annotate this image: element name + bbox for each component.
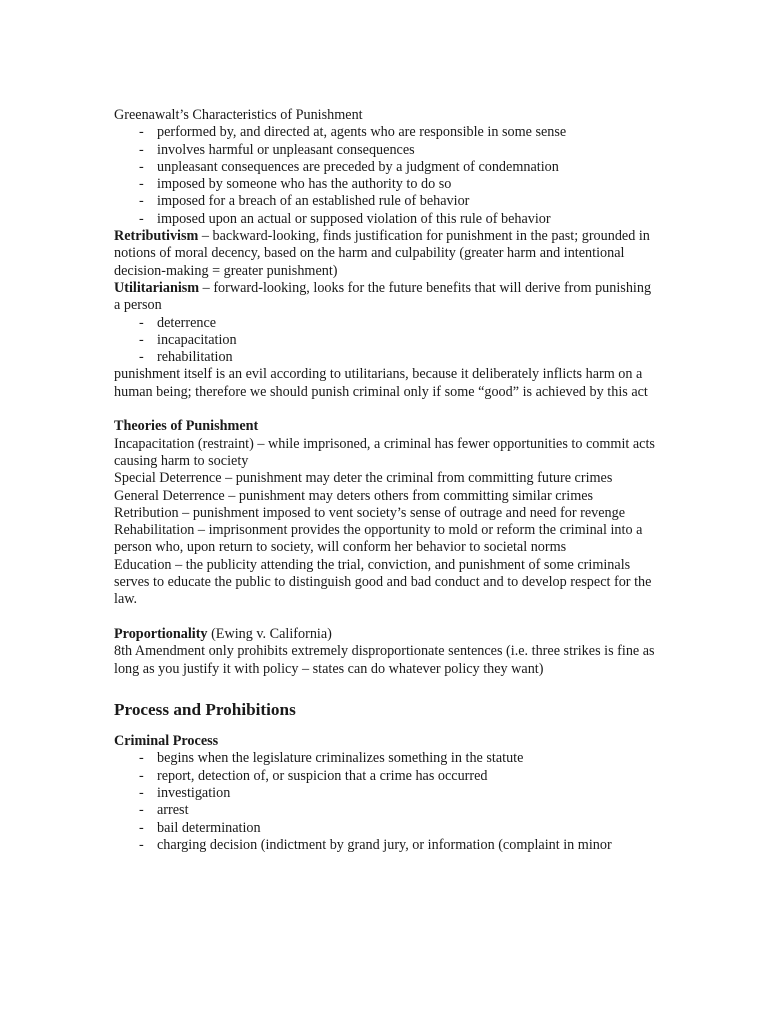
bullet-dash: - <box>139 802 144 819</box>
list-item: - imposed upon an actual or supposed violation of this rule of behavior <box>139 210 551 227</box>
proportionality-text: 8th Amendment only prohibits extremely disproportionate sentences (i.e. three strikes is fine as long as you justify it with policy – states can do whatever policy they want) <box>114 643 655 677</box>
proportionality-case: (Ewing v. California) <box>207 625 332 642</box>
list-item: - investigation <box>139 784 231 801</box>
bullet-dash: - <box>139 193 144 210</box>
theory-general-deterrence: General Deterrence – punishment may deters others from committing similar crimes <box>114 487 594 504</box>
proportionality-heading <box>114 626 659 643</box>
bullet-dash: - <box>139 836 144 853</box>
utilitarianism-text: – forward-looking, looks for the future benefits that will derive from punishing a person <box>114 279 652 314</box>
list-item: - imposed for a breach of an established rule of behavior <box>139 193 470 210</box>
section-heading: Process and Prohibitions <box>114 700 296 720</box>
retributivism-text: – backward-looking, finds justification for punishment in the past; grounded in notions of moral decency, based on the harm and culpability (greater harm and intentional decision-making = greater punishment) <box>114 228 650 279</box>
criminal-process-list <box>114 750 659 854</box>
spacer <box>114 609 659 626</box>
utilitarianism-list <box>114 315 659 367</box>
bullet-dash: - <box>139 124 144 141</box>
document-page <box>114 107 659 854</box>
utilitarianism-paragraph <box>114 280 659 315</box>
theory-rehabilitation: Rehabilitation – imprisonment provides the opportunity to mold or reform the criminal into a person who, upon return to society, will conform her behavior to societal norms <box>114 522 643 556</box>
list-item: - rehabilitation <box>139 349 233 366</box>
list-item: - report, detection of, or suspicion that a crime has occurred <box>139 767 488 784</box>
theory-education: Education – the publicity attending the trial, conviction, and punishment of some criminals serves to educate the public to distinguish good and bad conduct and to develop respect for the law. <box>114 556 652 608</box>
bullet-dash: - <box>139 314 144 331</box>
bullet-dash: - <box>139 349 144 366</box>
bullet-dash: - <box>139 767 144 784</box>
utilitarianism-term: Utilitarianism <box>114 279 200 296</box>
list-item: - involves harmful or unpleasant consequences <box>139 141 415 158</box>
bullet-dash: - <box>139 750 144 767</box>
theory-special-deterrence: Special Deterrence – punishment may deter the criminal from committing future crimes <box>114 470 613 487</box>
list-item: - bail determination <box>139 819 261 836</box>
proportionality-term: Proportionality <box>114 625 208 642</box>
list-item: - incapacitation <box>139 331 237 348</box>
criminal-process-heading: Criminal Process <box>114 733 219 750</box>
greenawalt-list <box>114 124 659 228</box>
bullet-dash: - <box>139 141 144 158</box>
list-item: - charging decision (indictment by grand jury, or information (complaint in minor <box>139 836 612 853</box>
retributivism-paragraph <box>114 228 659 280</box>
spacer <box>114 401 659 418</box>
bullet-dash: - <box>139 210 144 227</box>
theory-incapacitation: Incapacitation (restraint) – while imprisoned, a criminal has fewer opportunities to commit acts causing harm to society <box>114 435 655 469</box>
list-item: - performed by, and directed at, agents who are responsible in some sense <box>139 124 567 141</box>
bullet-dash: - <box>139 176 144 193</box>
theory-retribution: Retribution – punishment imposed to vent society’s sense of outrage and need for revenge <box>114 504 626 521</box>
utilitarianism-note: punishment itself is an evil according to utilitarians, because it deliberately inflicts harm on a human being; therefore we should punish criminal only if some “good” is achieved by this act <box>114 366 648 400</box>
spacer <box>114 678 659 695</box>
list-item: - begins when the legislature criminalizes something in the statute <box>139 750 524 767</box>
list-item: - deterrence <box>139 314 217 331</box>
bullet-dash: - <box>139 158 144 175</box>
list-item: - arrest <box>139 802 189 819</box>
list-item: - unpleasant consequences are preceded by a judgment of condemnation <box>139 158 559 175</box>
retributivism-term: Retributivism <box>114 228 199 245</box>
theories-heading: Theories of Punishment <box>114 418 259 435</box>
bullet-dash: - <box>139 784 144 801</box>
bullet-dash: - <box>139 819 144 836</box>
list-item: - imposed by someone who has the authority to do so <box>139 176 452 193</box>
greenawalt-title: Greenawalt’s Characteristics of Punishment <box>114 107 363 123</box>
bullet-dash: - <box>139 331 144 348</box>
